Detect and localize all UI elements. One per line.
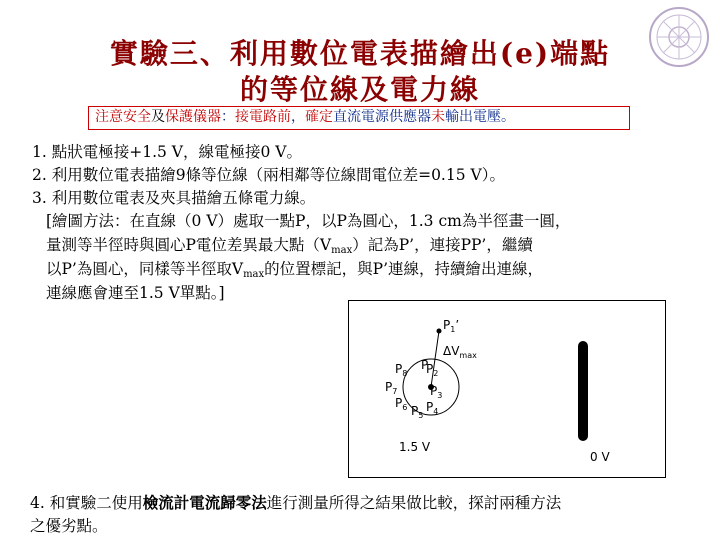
warning-output: 輸出電壓。 xyxy=(445,109,515,125)
step-2: 2. 利用數位電表描繪9條等位線（兩相鄰等位線間電位差=0.15 V）。 xyxy=(32,166,505,184)
label-p: P xyxy=(421,358,429,372)
label-p4: $P_4$ xyxy=(426,400,439,416)
step-3: 3. 利用數位電表及夾具描繪五條電力線。 xyxy=(32,189,316,207)
label-p3: $P_3$ xyxy=(430,384,443,400)
label-delta-vmax: $\Delta V_{max}$ xyxy=(443,344,477,360)
line-electrode xyxy=(578,341,588,441)
university-seal-icon xyxy=(648,6,710,68)
warning-colon: ： xyxy=(221,109,235,125)
page-title-line1: 實驗三、利用數位電表描繪出(e)端點 xyxy=(109,37,611,70)
warning-protect: 保護儀器 xyxy=(165,109,221,125)
step-3-method-line1: [繪圖方法：在直線（0 V）處取一點P，以P為圓心，1.3 cm為半徑畫一圓， xyxy=(46,212,571,230)
step-4-line2: 之優劣點。 xyxy=(30,517,108,535)
warning-comma: ， xyxy=(291,109,305,125)
step-3-method-line3: 以P’為圓心，同樣等半徑取Vmax的位置標記，與P’連線，持續繪出連線， xyxy=(46,260,544,280)
label-p8: $P_8$ xyxy=(395,362,408,378)
label-p5: $P_5$ xyxy=(411,404,424,420)
label-0v: 0 V xyxy=(590,450,610,464)
label-p6: $P_6$ xyxy=(395,396,408,412)
label-p2: $P_2$ xyxy=(426,362,439,378)
label-1-5v: 1.5 V xyxy=(399,440,431,454)
warning-and: 及 xyxy=(151,109,165,125)
warning-confirm: 確定 xyxy=(305,109,333,125)
warning-not: 未 xyxy=(431,109,445,125)
step-3-method-line4: 連線應會連至1.5 V單點。] xyxy=(46,284,225,302)
warning-power-supply: 直流電源供應器 xyxy=(333,109,431,125)
page-title-line2: 的等位線及電力線 xyxy=(239,73,480,106)
step-1: 1. 點狀電極接+1.5 V，線電極接0 V。 xyxy=(32,143,302,161)
step-4-method: 檢流計電流歸零法 xyxy=(142,493,267,512)
point-p1 xyxy=(437,329,442,334)
safety-warning-box xyxy=(88,106,630,130)
field-line-diagram xyxy=(348,300,666,478)
label-p7: $P_7$ xyxy=(385,380,398,396)
step-4-line1: 4. 和實驗二使用檢流計電流歸零法進行測量所得之結果做比較，探討兩種方法 xyxy=(30,493,562,512)
step-3-method-line2: 量測等半徑時與圓心P電位差異最大點（Vmax）記為P’，連接PP’，繼續 xyxy=(46,236,533,256)
label-p1: $P_1$’ xyxy=(443,318,460,334)
warning-safety: 注意安全 xyxy=(95,109,151,125)
warning-before-circuit: 接電路前 xyxy=(235,109,291,125)
